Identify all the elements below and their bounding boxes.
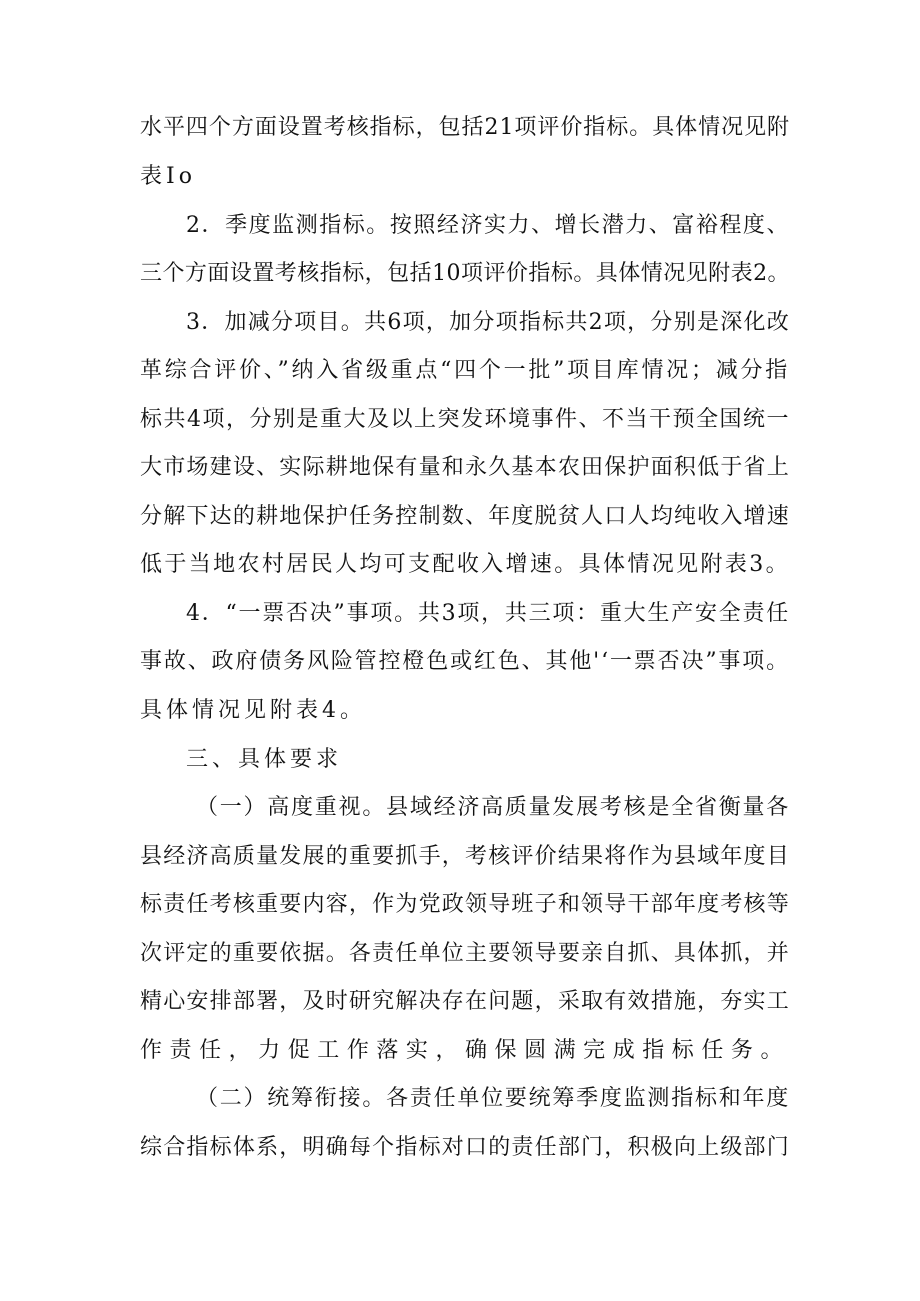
- text-line: （一）高度重视。县域经济高质量发展考核是全省衡量各: [196, 795, 790, 820]
- text-line: 次评定的重要依据。各责任单位主要领导要亲自抓、具体抓，并: [140, 941, 790, 966]
- text-line: 县经济高质量发展的重要抓手，考核评价结果将作为县域年度目: [140, 844, 790, 869]
- text-line: （二）统筹衔接。各责任单位要统筹季度监测指标和年度: [196, 1086, 790, 1111]
- text-line: 低于当地农村居民人均可支配收入增速。具体情况见附表3。: [140, 552, 790, 577]
- text-line: 标责任考核重要内容，作为党政领导班子和领导干部年度考核等: [140, 892, 790, 917]
- text-line: 水平四个方面设置考核指标，包括21项评价指标。具体情况见附: [140, 115, 790, 140]
- text-line: 具体情况见附表4。: [140, 698, 366, 723]
- text-line: 三个方面设置考核指标，包括10项评价指标。具体情况见附表2。: [140, 261, 790, 286]
- text-line: 大市场建设、实际耕地保有量和永久基本农田保护面积低于省上: [140, 455, 790, 480]
- text-line: 精心安排部署，及时研究解决存在问题，采取有效措施，夯实工: [140, 989, 790, 1014]
- text-line: 综合指标体系，明确每个指标对口的责任部门，积极向上级部门: [140, 1135, 790, 1160]
- text-line: 2．季度监测指标。按照经济实力、增长潜力、富裕程度、: [186, 213, 790, 238]
- text-line: 分解下达的耕地保护任务控制数、年度脱贫人口人均纯收入增速: [140, 504, 790, 529]
- text-line: 4．“一票否决”事项。共3项，共三项：重大生产安全责任: [186, 601, 790, 626]
- text-line: 3．加减分项目。共6项，加分项指标共2项，分别是深化改: [186, 310, 790, 335]
- text-line: 标共4项，分别是重大及以上突发环境事件、不当干预全国统一: [140, 407, 790, 432]
- text-line: 作责任，力促工作落实，确保圆满完成指标任务。: [140, 1038, 790, 1063]
- section-heading: 三、具体要求: [186, 747, 343, 772]
- text-line: 事故、政府债务风险管控橙色或红色、其他'‘一票否决”事项。: [140, 649, 790, 674]
- text-line: 革综合评价、”纳入省级重点“四个一批”项目库情况；减分指: [140, 358, 790, 383]
- text-line: 表Io: [140, 164, 196, 189]
